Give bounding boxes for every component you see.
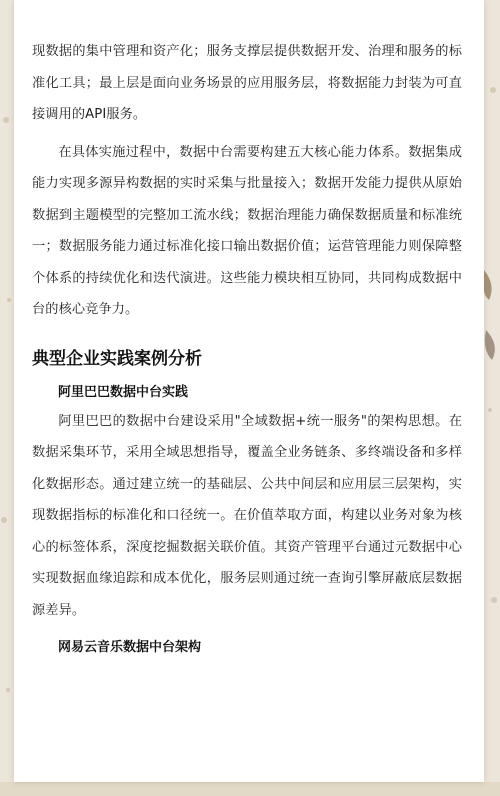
document-content [32,36,462,661]
section-heading: 典型企业实践案例分析 [32,348,202,369]
case-netease-heading: 网易云音乐数据中台架构 [58,640,202,655]
paragraph-capabilities: 在具体实施过程中，数据中台需要构建五大核心能力体系。数据集成能力实现多源异构数据的实时采集与批量接入；数据开发能力提供从原始数据到主题模型的完整加工流水线；数据治理能力确保数据质量和标准统一；数据服务能力通过标准化接口输出数据价值；运营管理能力则保障整个体系的持续优化和迭代演进。这些能力模块相互协同，共同构成数据中台的核心竞争力。 [32,144,462,317]
case-alibaba-heading: 阿里巴巴数据中台实践 [58,384,189,400]
paragraph-continuation: 现数据的集中管理和资产化；服务支撑层提供数据开发、治理和服务的标准化工具；最上层是面向业务场景的应用服务层，将数据能力封装为可直接调用的API服务。 [32,44,462,122]
paragraph-alibaba: 阿里巴巴的数据中台建设采用"全域数据+统一服务"的架构思想。在数据采集环节，采用全域思想指导，覆盖全业务链条、多终端设备和多样化数据形态。通过建立统一的基础层、公共中间层和应用层三层架构，实现数据指标的标准化和口径统一。在价值萃取方面，构建以业务对象为核心的标签体系，深度挖掘数据关联价值。其资产管理平台通过元数据中心实现数据血缘追踪和成本优化，服务层则通过统一查询引擎屏蔽底层数据源差异。 [32,413,462,618]
